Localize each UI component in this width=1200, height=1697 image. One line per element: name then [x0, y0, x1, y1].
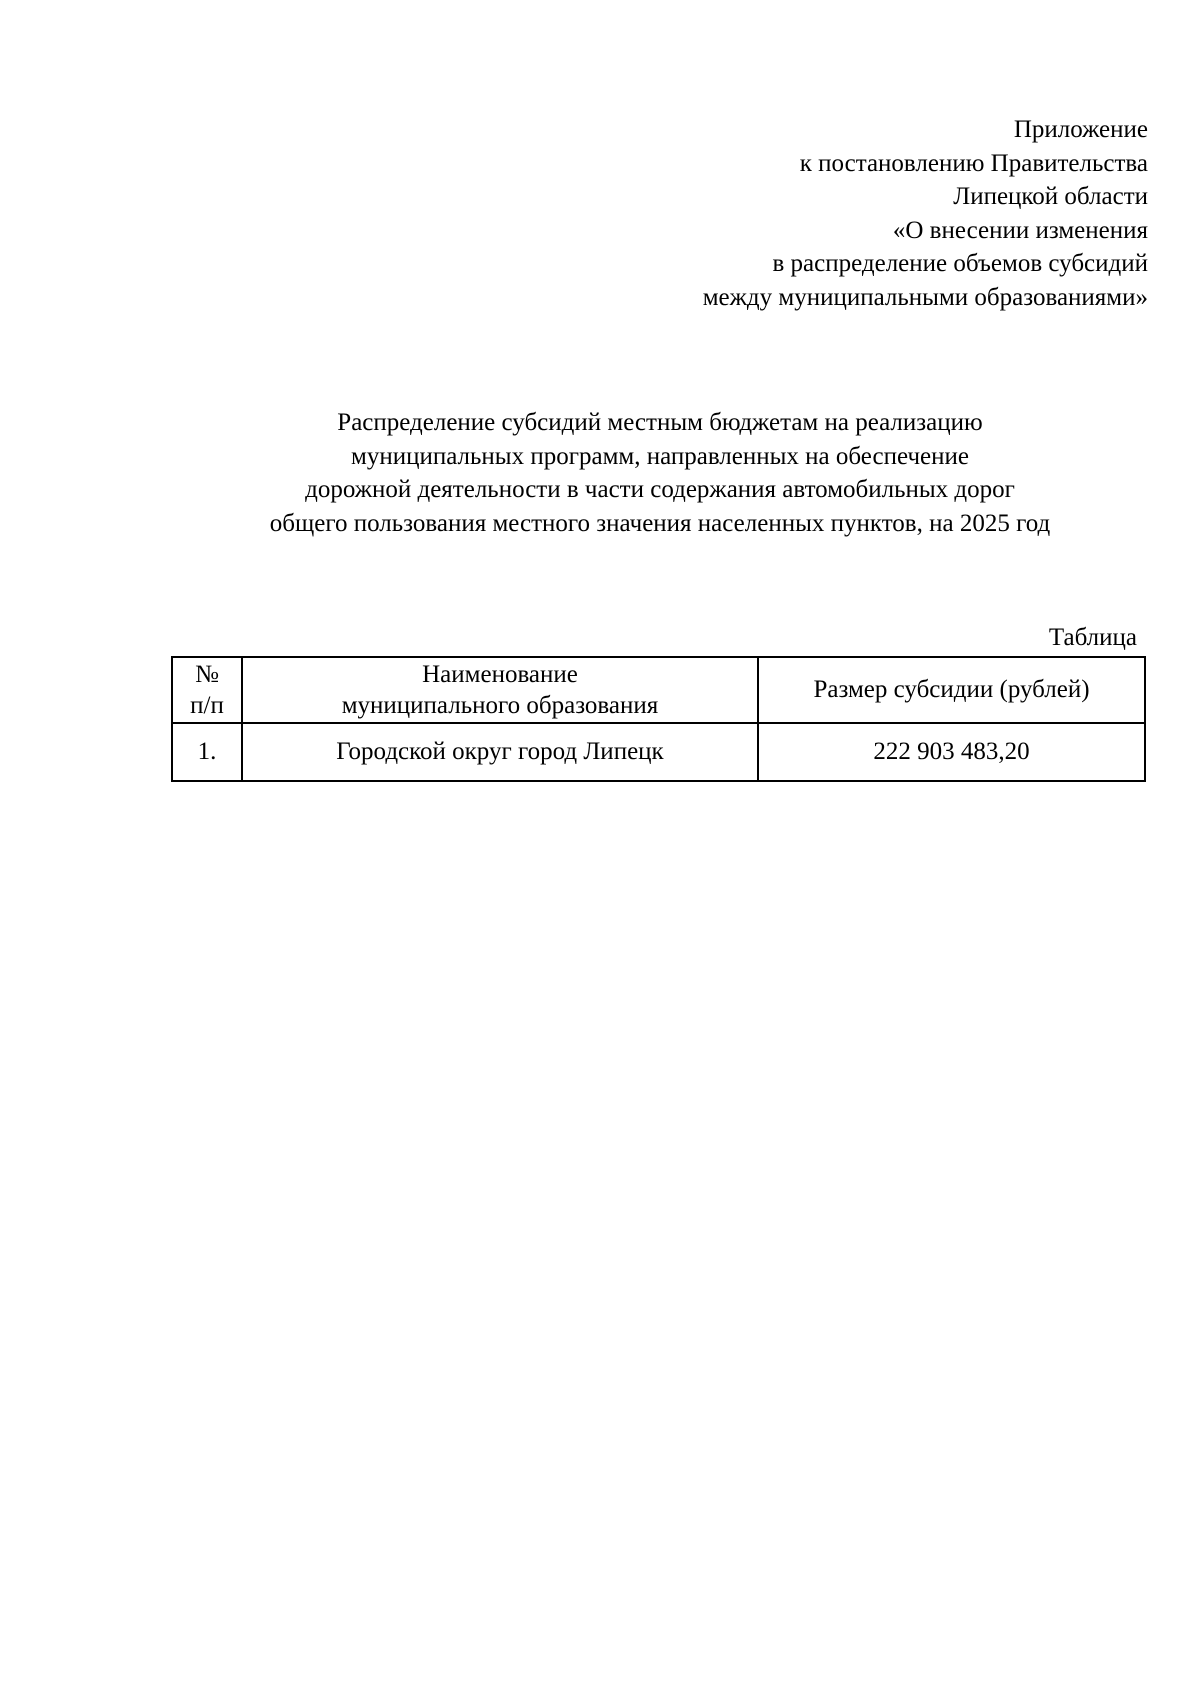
appendix-line: «О внесении изменения — [892, 216, 1148, 244]
table-caption: Таблица — [1048, 624, 1137, 651]
table-header-row — [172, 657, 1145, 723]
appendix-line: в распределение объемов субсидий — [772, 250, 1148, 277]
table-row — [172, 723, 1145, 781]
appendix-line: между муниципальными образованиями» — [702, 283, 1148, 311]
header-name-line: муниципального образования — [341, 692, 659, 719]
appendix-line: к постановлению Правительства — [799, 149, 1148, 177]
header-num — [172, 657, 242, 723]
cell-num: 1. — [172, 723, 242, 781]
document-title — [60, 406, 1200, 540]
header-name-line: Наименование — [422, 661, 578, 688]
appendix-line: Приложение — [1013, 116, 1148, 143]
title-line: муниципальных программ, направленных на обеспечение — [351, 442, 969, 470]
subsidy-table — [171, 656, 1146, 782]
title-line: дорожной деятельности в части содержания автомобильных дорог — [305, 476, 1015, 503]
title-line: общего пользования местного значения населенных пунктов, на 2025 год — [269, 509, 1051, 537]
title-line: Распределение субсидий местным бюджетам на реализацию — [337, 409, 983, 436]
header-amount: Размер субсидии (рублей) — [758, 657, 1145, 723]
cell-amount: 222 903 483,20 — [758, 723, 1145, 781]
header-num-line: № — [195, 661, 219, 688]
header-name — [242, 657, 758, 723]
cell-name: Городской округ город Липецк — [242, 723, 758, 781]
appendix-line: Липецкой области — [953, 183, 1148, 210]
appendix-header — [448, 113, 1148, 314]
header-num-line: п/п — [190, 692, 224, 719]
